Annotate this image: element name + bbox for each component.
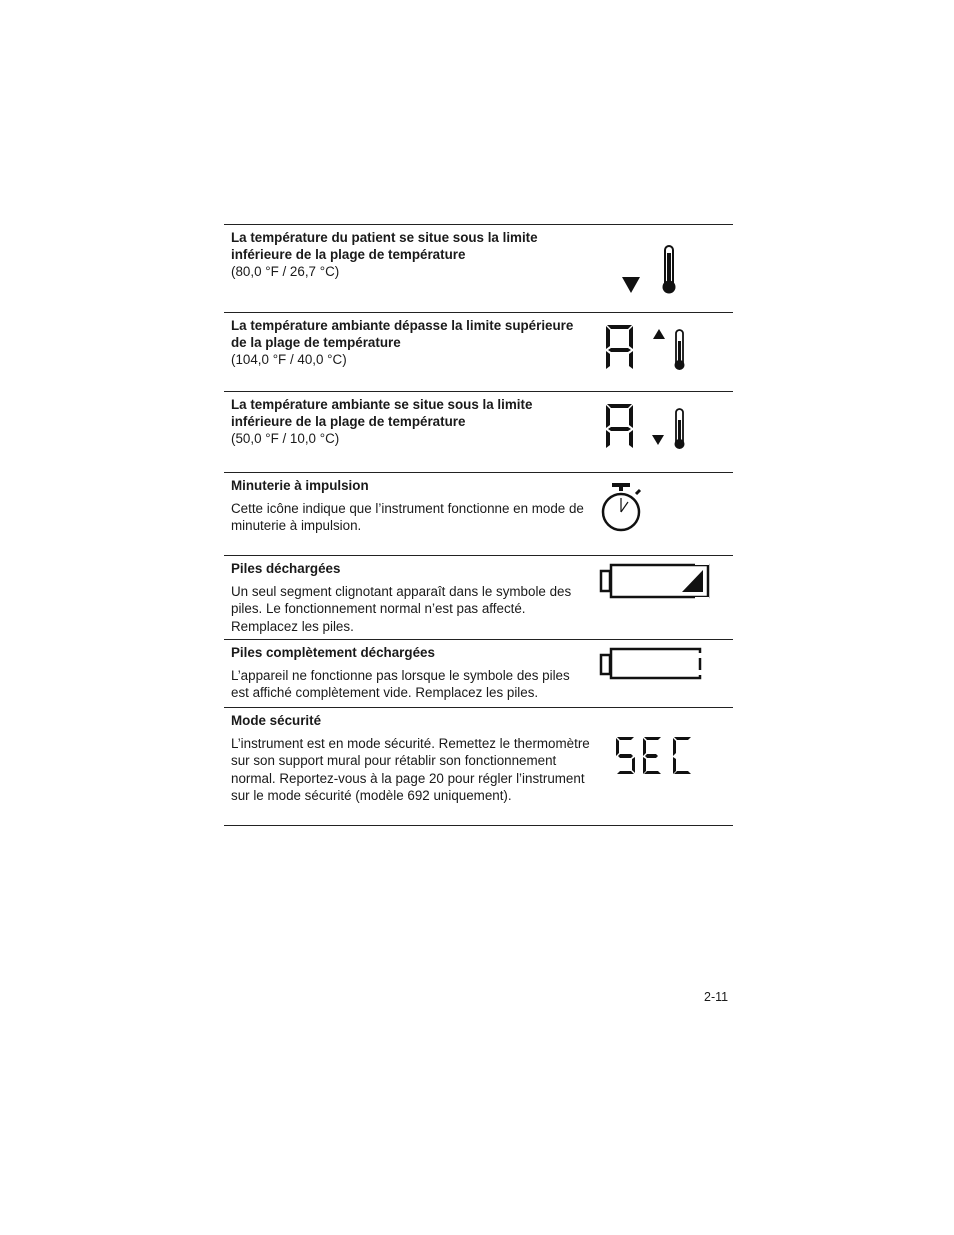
- row-detail: L’instrument est en mode sécurité. Remettez le thermomètre sur son support mural pour rétablir son fonctionnement normal. Reportez-vous à la page 20 pour régler l’instrument sur le mode sécurité (modèle 692 uniquement).: [231, 736, 590, 803]
- sec-display-icon: [596, 708, 726, 826]
- row-text: [231, 477, 591, 535]
- row-detail: (104,0 °F / 40,0 °C): [231, 352, 347, 368]
- table-row: [224, 313, 733, 392]
- page-number: 2-11: [704, 990, 729, 1004]
- row-text: [231, 396, 591, 448]
- row-title: Mode sécurité: [231, 713, 322, 728]
- row-title: Minuterie à impulsion: [231, 478, 369, 493]
- thermometer-down-icon: [596, 225, 726, 313]
- battery-empty-icon: [596, 640, 726, 708]
- table-row: [224, 640, 733, 708]
- row-title: La température ambiante se situe sous la limite inférieure de la plage de température: [231, 397, 533, 430]
- table-row: [224, 473, 733, 556]
- table-row: [224, 708, 733, 826]
- row-text: [231, 317, 591, 369]
- table-row: [224, 392, 733, 473]
- row-title: La température du patient se situe sous la limite inférieure de la plage de température: [231, 230, 538, 263]
- ambient-high-icon: [596, 313, 726, 392]
- indicator-table: [224, 224, 733, 826]
- row-title: La température ambiante dépasse la limite supérieure de la plage de température: [231, 318, 574, 351]
- row-detail: Un seul segment clignotant apparaît dans le symbole des piles. Le fonctionnement normal n’est pas affecté. Remplacez les piles.: [231, 584, 572, 634]
- table-row: [224, 556, 733, 640]
- row-text: [231, 644, 591, 702]
- row-title: Piles complètement déchargées: [231, 645, 435, 660]
- row-text: [231, 560, 591, 635]
- row-title: Piles déchargées: [231, 561, 341, 576]
- table-row: [224, 225, 733, 313]
- stopwatch-icon: [596, 473, 726, 556]
- row-text: [231, 712, 591, 804]
- ambient-low-icon: [596, 392, 726, 473]
- row-detail: L’appareil ne fonctionne pas lorsque le symbole des piles est affiché complètement vide. Remplacez les piles.: [231, 668, 570, 701]
- row-text: [231, 229, 591, 281]
- row-detail: Cette icône indique que l’instrument fonctionne en mode de minuterie à impulsion.: [231, 501, 584, 534]
- row-detail: (50,0 °F / 10,0 °C): [231, 431, 340, 447]
- battery-low-icon: [596, 556, 726, 640]
- row-detail: (80,0 °F / 26,7 °C): [231, 264, 340, 280]
